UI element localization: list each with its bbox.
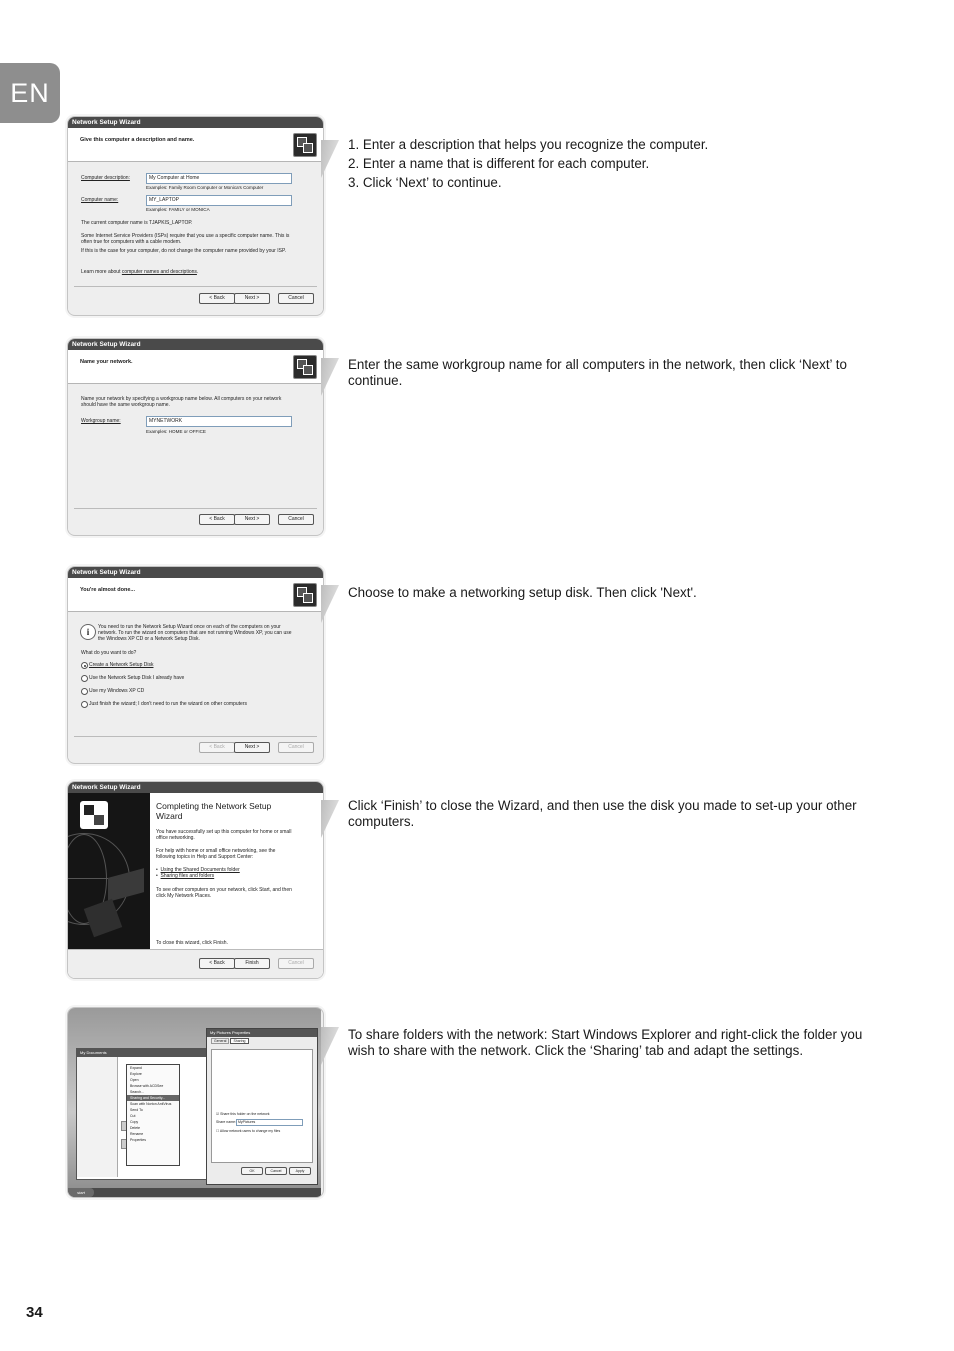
step-2-description: Enter the same workgroup name for all computers in the network, then click ‘Next’ to continue. bbox=[348, 357, 847, 388]
wizard-header bbox=[68, 128, 323, 162]
menu-item[interactable]: Explore bbox=[130, 1072, 142, 1076]
properties-title: My Pictures Properties bbox=[207, 1029, 317, 1037]
network-wizard-icon bbox=[293, 583, 317, 607]
back-button[interactable]: < Back bbox=[199, 958, 235, 969]
cancel-button[interactable]: Cancel bbox=[278, 514, 314, 525]
cancel-button[interactable]: Cancel bbox=[265, 1167, 287, 1175]
wizard-side-graphic bbox=[68, 793, 150, 949]
completing-heading-2: Wizard bbox=[156, 811, 183, 821]
next-button[interactable]: Next > bbox=[234, 742, 270, 753]
menu-item[interactable]: Scan with Norton AntiVirus bbox=[130, 1102, 172, 1106]
cancel-button[interactable]: Cancel bbox=[278, 742, 314, 753]
step-3-description: Choose to make a networking setup disk. Then click 'Next'. bbox=[348, 585, 697, 600]
language-tab: EN bbox=[0, 63, 60, 123]
allow-change-checkbox[interactable]: ☐ Allow network users to change my files bbox=[216, 1129, 281, 1133]
option-radio[interactable] bbox=[81, 688, 88, 695]
menu-item[interactable]: Open bbox=[130, 1078, 139, 1082]
divider bbox=[74, 508, 317, 509]
info-icon: i bbox=[80, 624, 96, 640]
success-text-1: You have successfully set up this computer for home or small bbox=[156, 829, 292, 835]
isp-text-2: often true for computers with a cable modem. bbox=[81, 239, 182, 245]
option-radio[interactable] bbox=[81, 662, 88, 669]
wizard-header-title: Give this computer a description and name. bbox=[80, 137, 195, 143]
learn-more-link[interactable]: computer names and descriptions bbox=[121, 269, 197, 275]
success-text-2: office networking. bbox=[156, 835, 195, 841]
cancel-button[interactable]: Cancel bbox=[278, 958, 314, 969]
computer-name-example: Examples: FAMILY or MONICA bbox=[146, 207, 210, 212]
page-number: 34 bbox=[26, 1304, 43, 1321]
info-text-1: You need to run the Network Setup Wizard once on each of the computers on your bbox=[98, 624, 281, 630]
step-1-item: 3. Click ‘Next’ to continue. bbox=[348, 175, 502, 190]
option-label[interactable]: Use my Windows XP CD bbox=[89, 688, 145, 694]
learn-more-prefix: Learn more about bbox=[81, 269, 122, 275]
computer-description-example: Examples: Family Room Computer or Monica's Computer bbox=[146, 185, 264, 190]
network-wizard-icon bbox=[80, 801, 108, 829]
menu-item[interactable]: Delete bbox=[130, 1126, 141, 1130]
finish-button[interactable]: Finish bbox=[234, 958, 270, 969]
menu-item-sharing[interactable]: Sharing and Security... bbox=[127, 1095, 179, 1101]
divider bbox=[74, 286, 317, 287]
network-wizard-icon bbox=[293, 133, 317, 157]
question-text: What do you want to do? bbox=[81, 650, 137, 656]
wizard-body bbox=[68, 793, 323, 978]
current-name-text: The current computer name is TJAPKIS_LAPTOP. bbox=[81, 220, 193, 226]
next-button[interactable]: Next > bbox=[234, 293, 270, 304]
menu-item[interactable]: Properties bbox=[130, 1138, 146, 1142]
window-title: Network Setup Wizard bbox=[68, 339, 323, 350]
folder-tree[interactable] bbox=[77, 1057, 118, 1177]
help-text-1: For help with home or small office networking, see the bbox=[156, 848, 276, 854]
help-link-item: • Using the Shared Documents folder bbox=[156, 867, 240, 873]
screenshot-sharing-folder bbox=[67, 1007, 324, 1198]
screenshot-almost-done bbox=[67, 566, 324, 764]
menu-item[interactable]: Send To bbox=[130, 1108, 143, 1112]
isp-text-1: Some Internet Service Providers (ISPs) require that you use a specific computer name. This is bbox=[81, 233, 290, 239]
menu-item[interactable]: Expand bbox=[130, 1066, 142, 1070]
shared-documents-link[interactable]: Using the Shared Documents folder bbox=[160, 867, 240, 873]
window-title: Network Setup Wizard bbox=[68, 782, 323, 793]
step-4-description: Click ‘Finish’ to close the Wizard, and then use the disk you made to set-up your other computers. bbox=[348, 798, 857, 829]
workgroup-label: Workgroup name: bbox=[81, 418, 121, 424]
share-checkbox-label[interactable]: ☑ Share this folder on the network bbox=[216, 1112, 270, 1116]
screenshot-completing-wizard bbox=[67, 781, 324, 979]
menu-item[interactable]: Copy bbox=[130, 1120, 139, 1124]
taskbar bbox=[68, 1188, 321, 1197]
option-label[interactable]: Just finish the wizard; I don't need to run the wizard on other computers bbox=[89, 701, 247, 707]
completing-heading-1: Completing the Network Setup bbox=[156, 801, 272, 811]
network-places-text-1: To see other computers on your network, click Start, and then bbox=[156, 887, 292, 893]
screenshot-computer-name bbox=[67, 116, 324, 316]
window-title: Network Setup Wizard bbox=[68, 117, 323, 128]
option-radio[interactable] bbox=[81, 701, 88, 708]
step-5-description: To share folders with the network: Start Windows Explorer and right-click the folder you wish to share with the network. Click the ‘Sharing’ tab and adapt the settings. bbox=[348, 1027, 863, 1058]
network-intro-2: should have the same workgroup name. bbox=[81, 402, 170, 408]
step-1-description bbox=[348, 137, 888, 194]
cancel-button[interactable]: Cancel bbox=[278, 293, 314, 304]
step-1-item: 1. Enter a description that helps you recognize the computer. bbox=[348, 137, 709, 152]
share-name-field[interactable]: MyPictures bbox=[236, 1119, 303, 1126]
next-button[interactable]: Next > bbox=[234, 514, 270, 525]
explorer-title: My Documents bbox=[77, 1049, 209, 1057]
tab-general[interactable]: General bbox=[211, 1038, 229, 1044]
info-text-3: the Windows XP CD or a Network Setup Disk. bbox=[98, 636, 200, 642]
network-intro-1: Name your network by specifying a workgroup name below. All computers on your network bbox=[81, 396, 282, 402]
info-text-2: network. To run the wizard on computers that are not running Windows XP, you can use bbox=[98, 630, 292, 636]
close-wizard-text: To close this wizard, click Finish. bbox=[156, 940, 228, 946]
explorer-window bbox=[76, 1048, 210, 1180]
menu-item[interactable]: Rename bbox=[130, 1132, 144, 1136]
back-button[interactable]: < Back bbox=[199, 514, 235, 525]
computer-description-label: Computer description: bbox=[81, 175, 130, 181]
start-button[interactable]: start bbox=[68, 1188, 94, 1197]
workgroup-field[interactable]: MYNETWORK bbox=[146, 416, 292, 427]
divider bbox=[74, 736, 317, 737]
share-name-label: Share name: bbox=[216, 1120, 237, 1124]
wizard-header bbox=[68, 578, 323, 612]
menu-item[interactable]: Search... bbox=[130, 1090, 145, 1094]
wizard-header-title: You're almost done... bbox=[80, 587, 135, 593]
computer-name-field[interactable]: MY_LAPTOP bbox=[146, 195, 292, 206]
back-button[interactable]: < Back bbox=[199, 293, 235, 304]
option-label[interactable]: Use the Network Setup Disk I already have bbox=[89, 675, 185, 681]
network-places-text-2: click My Network Places. bbox=[156, 893, 212, 899]
computer-description-field[interactable]: My Computer at Home bbox=[146, 173, 292, 184]
back-button[interactable]: < Back bbox=[199, 742, 235, 753]
wizard-body bbox=[68, 162, 323, 314]
network-wizard-icon bbox=[293, 355, 317, 379]
learn-more-text: Learn more about computer names and descriptions. bbox=[81, 269, 199, 275]
context-menu bbox=[126, 1064, 180, 1166]
menu-item[interactable]: Browse with ACDSee bbox=[130, 1084, 164, 1088]
help-text-2: following topics in Help and Support Center: bbox=[156, 854, 254, 860]
wizard-header-title: Name your network. bbox=[80, 359, 133, 365]
isp-text-3: If this is the case for your computer, do not change the computer name provided by your ISP. bbox=[81, 248, 287, 254]
sharing-tab-panel bbox=[211, 1049, 313, 1163]
window-title: Network Setup Wizard bbox=[68, 567, 323, 578]
help-link-item: • Sharing files and folders bbox=[156, 873, 215, 879]
computer-name-label: Computer name: bbox=[81, 197, 119, 203]
apply-button[interactable]: Apply bbox=[289, 1167, 311, 1175]
option-radio[interactable] bbox=[81, 675, 88, 682]
option-label[interactable]: Create a Network Setup Disk bbox=[89, 662, 154, 668]
menu-item[interactable]: Cut bbox=[130, 1114, 136, 1118]
properties-dialog bbox=[206, 1028, 318, 1185]
step-1-item: 2. Enter a name that is different for each computer. bbox=[348, 156, 650, 171]
properties-tabs bbox=[211, 1039, 249, 1043]
wizard-body bbox=[68, 384, 323, 534]
screenshot-network-name bbox=[67, 338, 324, 536]
desktop-background bbox=[68, 1008, 321, 1197]
workgroup-example: Examples: HOME or OFFICE bbox=[146, 429, 206, 434]
sharing-files-link[interactable]: Sharing files and folders bbox=[160, 873, 215, 879]
ok-button[interactable]: OK bbox=[241, 1167, 263, 1175]
wizard-header bbox=[68, 350, 323, 384]
wizard-body bbox=[68, 612, 323, 762]
tab-sharing[interactable]: Sharing bbox=[230, 1038, 248, 1044]
